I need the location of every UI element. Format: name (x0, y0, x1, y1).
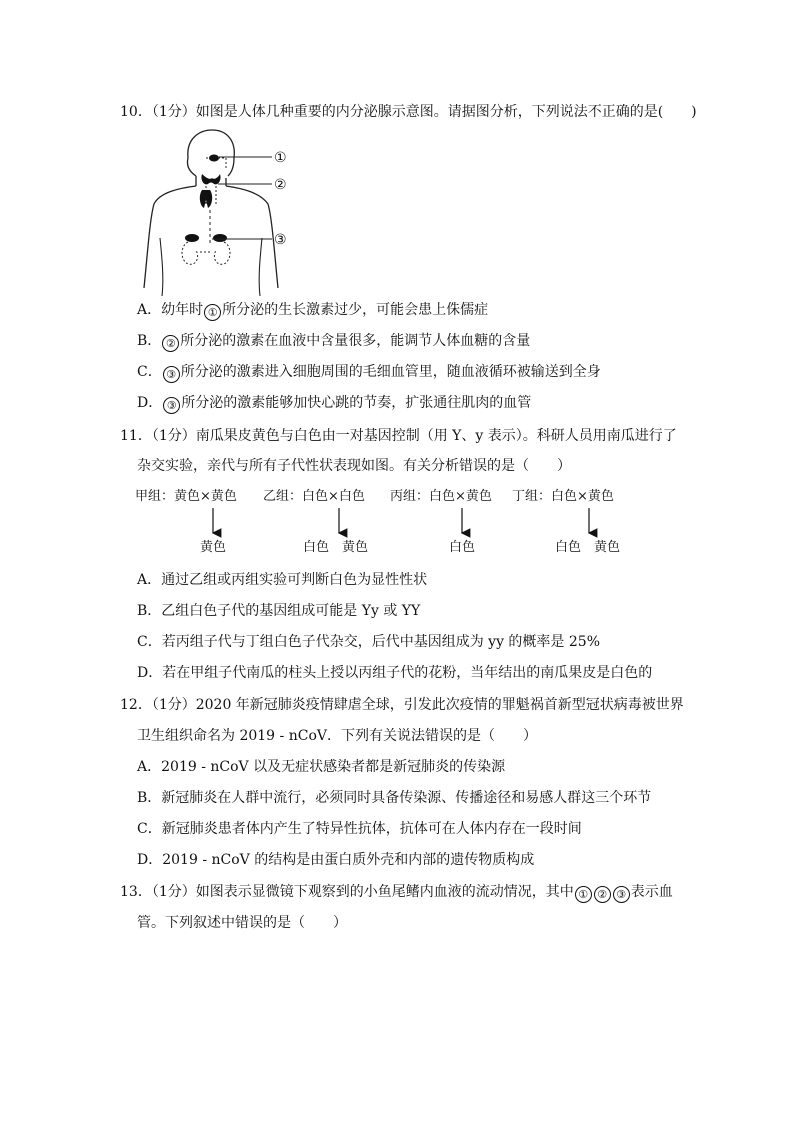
cross-group-jia: 甲组：黄色×黄色 (135, 489, 237, 504)
q12-stem-line1: 12．（1分）2020 年新冠肺炎疫情肆虐全球，引发此次疫情的罪魁祸首新型冠状病毒被世界 (120, 697, 684, 713)
circled-3-mark: ③ (163, 366, 180, 383)
q12-option-a[interactable]: A．2019 - nCoV 以及无症状感染者都是新冠肺炎的传染源 (137, 759, 506, 775)
circled-1-mark: ① (204, 304, 221, 321)
q10-option-b[interactable]: B． ② 所分泌的激素在血液中含量很多，能调节人体血糖的含量 (137, 333, 531, 350)
circled-3-mark: ③ (613, 886, 630, 903)
q11-option-a[interactable]: A．通过乙组或丙组实验可判断白色为显性性状 (137, 572, 428, 588)
q11-option-d[interactable]: D．若在甲组子代南瓜的柱头上授以丙组子代的花粉，当年结出的南瓜果皮是白色的 (137, 665, 653, 681)
circled-2-mark: ② (162, 335, 179, 352)
result-ding: 白色 黄色 (555, 540, 621, 555)
cross-group-ding: 丁组：白色×黄色 (512, 489, 614, 504)
q12-option-d[interactable]: D．2019 - nCoV 的结构是由蛋白质外壳和内部的遗传物质构成 (137, 852, 535, 868)
q12-option-b[interactable]: B．新冠肺炎在人群中流行，必须同时具备传染源、传播途径和易感人群这三个环节 (137, 790, 652, 806)
q12-option-c[interactable]: C．新冠肺炎患者体内产生了特异性抗体，抗体可在人体内存在一段时间 (137, 821, 582, 837)
figure-label-1: ① (274, 150, 287, 166)
q13-stem-line1: 13．（1分）如图表示显微镜下观察到的小鱼尾鳍内血液的流动情况，其中 ① ② ③ 表示血 (120, 884, 673, 901)
q10-option-d[interactable]: D． ③ 所分泌的激素能够加快心跳的节奏，扩张通往肌肉的血管 (137, 395, 532, 412)
q10-stem: 10．（1分）如图是人体几种重要的内分泌腺示意图。请据图分析，下列说法不正确的是( ) (120, 104, 697, 120)
cross-group-yi: 乙组：白色×白色 (263, 489, 365, 504)
circled-3-mark: ③ (163, 397, 180, 414)
circled-1-mark: ① (575, 886, 592, 903)
circled-2-mark: ② (594, 886, 611, 903)
figure-label-3: ③ (274, 232, 287, 248)
result-jia: 黄色 (200, 540, 227, 555)
q11-option-c[interactable]: C．若丙组子代与丁组白色子代杂交，后代中基因组成为 yy 的概率是 25% (137, 634, 601, 650)
q12-stem-line2: 卫生组织命名为 2019 - nCoV．下列有关说法错误的是（ ） (137, 728, 537, 744)
figure-label-2: ② (274, 177, 287, 193)
result-yi: 白色 黄色 (303, 540, 369, 555)
q11-stem-line1: 11．（1分）南瓜果皮黄色与白色由一对基因控制（用 Y、y 表示）。科研人员用南瓜进行了 (120, 428, 677, 444)
cross-group-bing: 丙组：白色×黄色 (390, 489, 492, 504)
q11-stem-line2: 杂交实验，亲代与所有子代性状表现如图。有关分析错误的是（ ） (137, 458, 571, 474)
result-bing: 白色 (449, 540, 476, 555)
q13-stem-line2: 管。下列叙述中错误的是（ ） (137, 915, 347, 931)
q10-option-a[interactable]: A．幼年时 ① 所分泌的生长激素过少，可能会患上侏儒症 (137, 302, 489, 319)
q10-option-c[interactable]: C． ③ 所分泌的激素进入细胞周围的毛细血管里，随血液循环被输送到全身 (137, 364, 601, 381)
q11-option-b[interactable]: B．乙组白色子代的基因组成可能是 Yy 或 YY (137, 603, 421, 619)
